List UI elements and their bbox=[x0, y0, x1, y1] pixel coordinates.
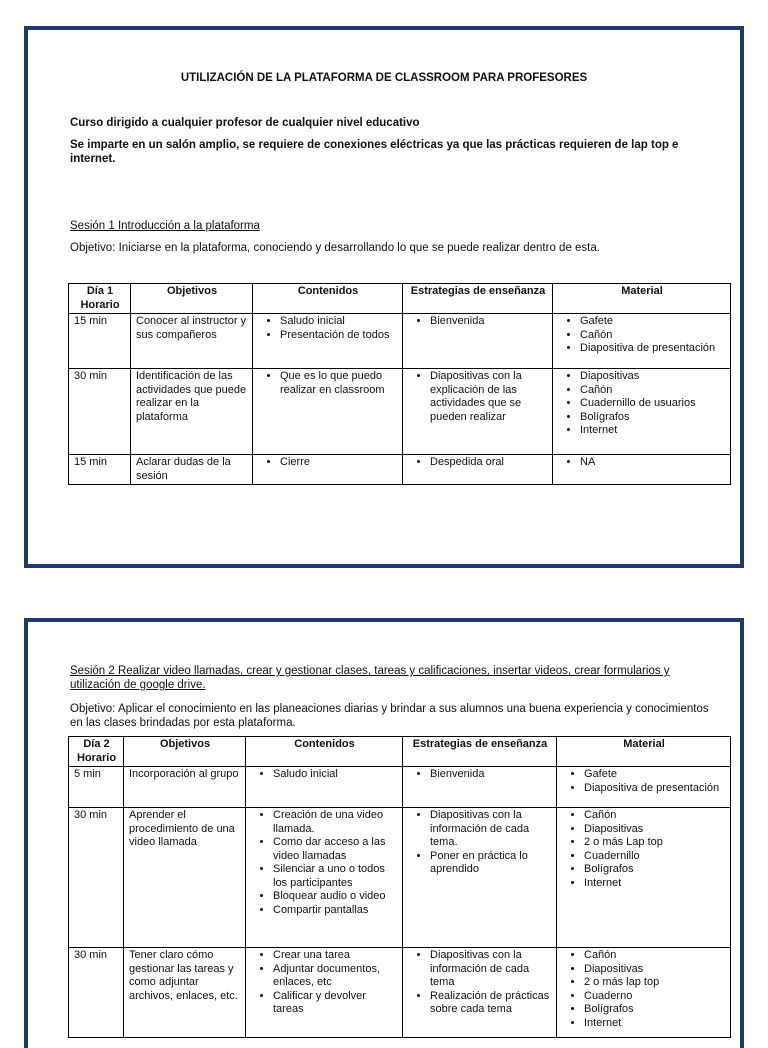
list-item: • Internet bbox=[580, 424, 726, 438]
table-row bbox=[69, 948, 731, 1038]
document-page-2 bbox=[24, 618, 744, 1048]
list-item: • 2 o más lap top bbox=[584, 976, 726, 990]
list-item: • Silenciar a uno o todos los participantes bbox=[273, 863, 398, 890]
list-item: • Saludo inicial bbox=[273, 768, 398, 782]
cell-contents-list bbox=[251, 768, 398, 782]
list-item: • Saludo inicial bbox=[280, 315, 398, 329]
header-objectives: Objetivos bbox=[124, 737, 246, 767]
table-header-row bbox=[69, 284, 731, 314]
list-item: • Que es lo que puedo realizar en classroom bbox=[280, 370, 398, 397]
cell-strategies-list bbox=[408, 456, 548, 470]
cell-material-list bbox=[558, 315, 726, 356]
cell-contents bbox=[253, 369, 403, 455]
list-item: • Como dar acceso a las video llamadas bbox=[273, 836, 398, 863]
cell-material bbox=[557, 948, 731, 1038]
list-item: • Bolígrafos bbox=[584, 863, 726, 877]
header-strategies: Estrategias de enseñanza bbox=[403, 284, 553, 314]
header-objectives: Objetivos bbox=[131, 284, 253, 314]
list-item: • Cierre bbox=[280, 456, 398, 470]
cell-material-list bbox=[558, 456, 726, 470]
cell-material bbox=[553, 455, 731, 485]
header-contents: Contenidos bbox=[246, 737, 403, 767]
cell-time: 30 min bbox=[69, 369, 131, 455]
list-item: • Diapositivas con la información de cada tema bbox=[430, 949, 552, 990]
cell-contents bbox=[246, 767, 403, 808]
list-item: • Realización de prácticas sobre cada tema bbox=[430, 990, 552, 1017]
session-1-table bbox=[68, 283, 731, 485]
cell-contents bbox=[246, 948, 403, 1038]
list-item: • Diapositivas con la explicación de las actividades que se pueden realizar bbox=[430, 370, 548, 424]
cell-contents-list bbox=[258, 370, 398, 397]
cell-contents bbox=[246, 808, 403, 948]
list-item: • 2 o más Lap top bbox=[584, 836, 726, 850]
course-audience: Curso dirigido a cualquier profesor de cualquier nivel educativo bbox=[70, 117, 420, 129]
session-2-heading: Sesión 2 Realizar video llamadas, crear y gestionar clases, tareas y calificaciones, insertar videos, crear formularios y utilización de google drive. bbox=[70, 665, 670, 691]
cell-objective: Incorporación al grupo bbox=[124, 767, 246, 808]
list-item: • Cañón bbox=[580, 384, 726, 398]
cell-material bbox=[553, 369, 731, 455]
header-day-time: Día 1 Horario bbox=[69, 284, 131, 314]
cell-objective: Conocer al instructor y sus compañeros bbox=[131, 314, 253, 369]
cell-objective: Identificación de las actividades que puede realizar en la plataforma bbox=[131, 369, 253, 455]
session-2-objective: Objetivo: Aplicar el conocimiento en las planeaciones diarias y brindar a sus alumnos una buena experiencia y conocimientos en las clases brindadas por esta plataforma. bbox=[70, 703, 709, 729]
cell-material-list bbox=[562, 809, 726, 890]
header-contents: Contenidos bbox=[253, 284, 403, 314]
list-item: • Diapositivas bbox=[584, 963, 726, 977]
list-item: • Bienvenida bbox=[430, 768, 552, 782]
cell-contents-list bbox=[251, 809, 398, 917]
cell-material-list bbox=[562, 768, 726, 795]
session-2-table bbox=[68, 736, 731, 1038]
course-requirements: Se imparte en un salón amplio, se requiere de conexiones eléctricas ya que las prácticas requieren de lap top e internet. bbox=[70, 139, 679, 165]
list-item: • Despedida oral bbox=[430, 456, 548, 470]
list-item: • Creación de una video llamada. bbox=[273, 809, 398, 836]
list-item: • Presentación de todos bbox=[280, 329, 398, 343]
table-row bbox=[69, 767, 731, 808]
list-item: • Internet bbox=[584, 877, 726, 891]
list-item: • Bolígrafos bbox=[580, 411, 726, 425]
cell-strategies-list bbox=[408, 809, 552, 877]
cell-strategies-list bbox=[408, 315, 548, 329]
table-row bbox=[69, 455, 731, 485]
cell-strategies-list bbox=[408, 370, 548, 424]
session-1-heading: Sesión 1 Introducción a la plataforma bbox=[70, 220, 260, 232]
table-header-row bbox=[69, 737, 731, 767]
list-item: • Diapositivas con la información de cada tema. bbox=[430, 809, 552, 850]
table-row bbox=[69, 808, 731, 948]
list-item: • Gafete bbox=[580, 315, 726, 329]
cell-time: 5 min bbox=[69, 767, 124, 808]
list-item: • Poner en práctica lo aprendido bbox=[430, 850, 552, 877]
list-item: • Cañón bbox=[584, 809, 726, 823]
list-item: • Cuadernillo bbox=[584, 850, 726, 864]
cell-strategies bbox=[403, 455, 553, 485]
list-item: • Cuaderno bbox=[584, 990, 726, 1004]
list-item: • NA bbox=[580, 456, 726, 470]
cell-strategies bbox=[403, 314, 553, 369]
list-item: • Internet bbox=[584, 1017, 726, 1031]
list-item: • Calificar y devolver tareas bbox=[273, 990, 398, 1017]
header-strategies: Estrategias de enseñanza bbox=[403, 737, 557, 767]
cell-contents-list bbox=[251, 949, 398, 1017]
cell-material bbox=[553, 314, 731, 369]
list-item: • Cañón bbox=[584, 949, 726, 963]
cell-contents-list bbox=[258, 315, 398, 342]
list-item: • Crear una tarea bbox=[273, 949, 398, 963]
cell-strategies bbox=[403, 948, 557, 1038]
header-day-time: Día 2 Horario bbox=[69, 737, 124, 767]
cell-contents bbox=[253, 314, 403, 369]
cell-material bbox=[557, 808, 731, 948]
list-item: • Bolígrafos bbox=[584, 1003, 726, 1017]
list-item: • Adjuntar documentos, enlaces, etc bbox=[273, 963, 398, 990]
list-item: • Cañón bbox=[580, 329, 726, 343]
table-row bbox=[69, 314, 731, 369]
session-1-objective: Objetivo: Iniciarse en la plataforma, conociendo y desarrollando lo que se puede realizar dentro de esta. bbox=[70, 242, 600, 254]
cell-material bbox=[557, 767, 731, 808]
cell-contents bbox=[253, 455, 403, 485]
cell-strategies bbox=[403, 369, 553, 455]
list-item: • Bienvenida bbox=[430, 315, 548, 329]
list-item: • Cuadernillo de usuarios bbox=[580, 397, 726, 411]
header-material: Material bbox=[553, 284, 731, 314]
document-title: UTILIZACIÓN DE LA PLATAFORMA DE CLASSROOM PARA PROFESORES bbox=[180, 72, 588, 84]
list-item: • Diapositivas bbox=[580, 370, 726, 384]
list-item: • Compartir pantallas bbox=[273, 904, 398, 918]
list-item: • Diapositivas bbox=[584, 823, 726, 837]
cell-objective: Aprender el procedimiento de una video llamada bbox=[124, 808, 246, 948]
cell-strategies-list bbox=[408, 768, 552, 782]
cell-time: 15 min bbox=[69, 314, 131, 369]
cell-strategies bbox=[403, 767, 557, 808]
cell-objective: Tener claro cómo gestionar las tareas y como adjuntar archivos, enlaces, etc. bbox=[124, 948, 246, 1038]
cell-time: 30 min bbox=[69, 808, 124, 948]
cell-material-list bbox=[558, 370, 726, 438]
document-page-1 bbox=[24, 26, 744, 568]
cell-time: 15 min bbox=[69, 455, 131, 485]
list-item: • Diapositiva de presentación bbox=[580, 342, 726, 356]
list-item: • Gafete bbox=[584, 768, 726, 782]
list-item: • Bloquear audio o video bbox=[273, 890, 398, 904]
cell-strategies bbox=[403, 808, 557, 948]
header-material: Material bbox=[557, 737, 731, 767]
table-row bbox=[69, 369, 731, 455]
cell-objective: Aclarar dudas de la sesión bbox=[131, 455, 253, 485]
cell-material-list bbox=[562, 949, 726, 1030]
list-item: • Diapositiva de presentación bbox=[584, 782, 726, 796]
cell-time: 30 min bbox=[69, 948, 124, 1038]
cell-strategies-list bbox=[408, 949, 552, 1017]
cell-contents-list bbox=[258, 456, 398, 470]
